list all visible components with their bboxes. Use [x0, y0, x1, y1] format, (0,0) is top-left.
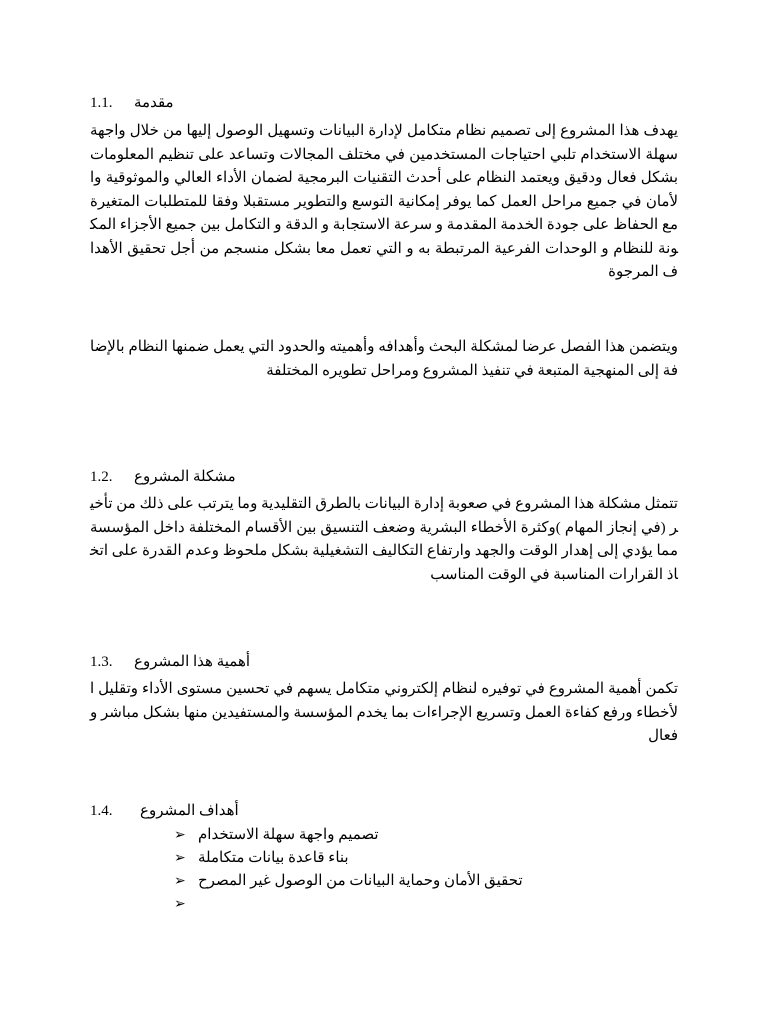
section-number: 1.3.	[90, 654, 113, 670]
objectives-list	[90, 824, 678, 916]
section-heading	[90, 800, 678, 822]
section-paragraph: تكمن أهمية المشروع في توفيره لنظام إلكتروني متكامل يسهم في تحسين مستوى الأداء وتقليل الأخطاء ورفع كفاءة العمل وتسريع الإجراءات بما يخدم المؤسسة والمستفيدين منها بشكل مباشر وفعال	[90, 681, 678, 744]
arrow-bullet-icon: ➢	[174, 873, 186, 889]
arrow-bullet-icon: ➢	[174, 850, 186, 866]
section-number: 1.2.	[90, 469, 113, 485]
list-item-text: تصميم واجهة سهلة الاستخدام	[198, 827, 379, 843]
list-item	[174, 847, 678, 870]
list-item	[174, 824, 678, 847]
section-paragraph: ويتضمن هذا الفصل عرضا لمشكلة البحث وأهدافه وأهميته والحدود التي يعمل ضمنها النظام بالإضافة إلى المنهجية المتبعة في تنفيذ المشروع ومراحل تطويره المختلفة	[90, 339, 678, 379]
arrow-bullet-icon: ➢	[174, 896, 186, 912]
section-number: 1.1.	[90, 95, 113, 111]
section-title: أهداف المشروع	[140, 803, 239, 819]
list-item-text: تحقيق الأمان وحماية البيانات من الوصول غير المصرح	[198, 873, 523, 889]
section-paragraph: تتمثل مشكلة هذا المشروع في صعوبة إدارة البيانات بالطرق التقليدية وما يترتب على ذلك من تأخير (في إنجاز المهام )وكثرة الأخطاء البشرية وضعف التنسيق بين الأقسام المختلفة داخل المؤسسة مما يؤدي إلى إهدار الوقت والجهد وارتفاع التكاليف التشغيلية بشكل ملحوظ وعدم القدرة على اتخاذ القرارات المناسبة في الوقت المناسب	[86, 496, 678, 583]
section-number: 1.4.	[90, 803, 113, 819]
section-heading	[90, 92, 678, 114]
list-item	[174, 893, 678, 916]
document-page	[86, 92, 678, 916]
list-item	[174, 870, 678, 893]
section-heading	[90, 651, 678, 673]
section-title: أهمية هذا المشروع	[134, 654, 251, 670]
arrow-bullet-icon: ➢	[174, 827, 186, 843]
section-heading	[90, 466, 678, 488]
list-item-text: بناء قاعدة بيانات متكاملة	[198, 850, 349, 866]
section-title: مشكلة المشروع	[134, 469, 236, 485]
section-title: مقدمة	[134, 95, 174, 111]
section-paragraph: يهدف هذا المشروع إلى تصميم نظام متكامل لإدارة البيانات وتسهيل الوصول إليها من خلال واجهة سهلة الاستخدام تلبي احتياجات المستخدمين في مختلف المجالات وتساعد على تنظيم المعلومات بشكل فعال ودقيق ويعتمد النظام على أحدث التقنيات البرمجية لضمان الأداء العالي والموثوقية والأمان في جميع مراحل العمل كما يوفر إمكانية التوسع والتطوير مستقبلا وفقا للمتطلبات المتغيرة مع الحفاظ على جودة الخدمة المقدمة و سرعة الاستجابة و الدقة و التكامل بين جميع الأجزاء المكونة للنظام و الوحدات الفرعية المرتبطة به و التي تعمل معا بشكل منسجم من أجل تحقيق الأهداف المرجوة	[86, 123, 678, 280]
